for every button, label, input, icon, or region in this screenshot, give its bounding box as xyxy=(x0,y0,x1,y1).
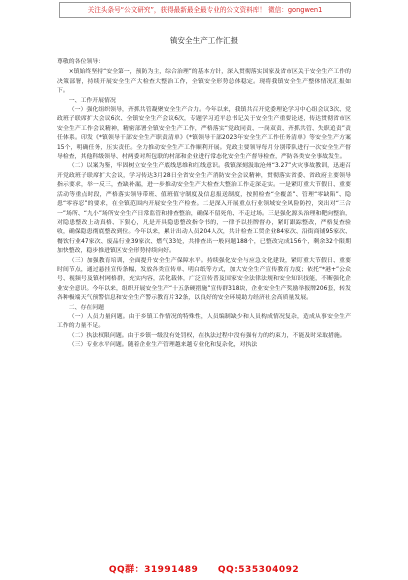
promo-banner: 关注头条号“公文研究”，获得最新最全最专业的公文资料库！ 微信：gongwen1 xyxy=(59,2,351,18)
qq-text: QQ:535304092 xyxy=(217,565,300,575)
paragraph-problem-authority: （二）执法权限问题。由于乡镇一级没有处罚权，在执法过程中没有强有力的约束力，不能及时采取措施。 xyxy=(68,332,346,339)
paragraph-problem-staff: （一）人员力量问题。由于乡镇工作情况的特殊性，人员编制缺少和人员构成情况复杂，造成从事安全生产工作的力量不足。 xyxy=(57,313,351,330)
salutation: 尊敬的各位领导： xyxy=(57,59,105,65)
paragraph-problem-expertise: （三）专业水平问题。随着企业生产管理越来越专业化和复杂化，对执法 xyxy=(68,342,258,349)
qq-group-text: QQ群：31991489 xyxy=(108,565,199,575)
section-heading-1: 一、工作开展情况 xyxy=(68,97,116,104)
footer-contact xyxy=(0,562,408,575)
document-body xyxy=(57,36,351,351)
paragraph-organization: （一）强化组织领导，齐抓共管凝聚安全生产合力。今年以来，我镇共召开党委理论学习中心组会议3次、党政班子联席扩大会议6次、全镇安全生产会议6次，专题学习近平总书记关于安全生产重要论述，传达贯彻省市区安全生产工作会议精神，精密部署全镇安全生产工作，严格落实“党政同责、一岗双责、齐抓共管、失职追责”责任体系。印发《*镇领导干部安全生产职责清单》《*镇领导干部2023年安全生产工作任务清单》等安全生产方案15个，明确任务，压实责任。全力推动安全生产工作顺利开展。党政主要领导每月分别带队进行一次安全生产督导检查，其他科级领导、村两委对所包联的村部和企业进行常态化安全生产督导检查，严防各类安全事故发生。 xyxy=(57,107,351,161)
paragraph-training: （三）加强教育培训，全面提升安全生产保障水平。持续强化安全与应急文化建设，紧盯重大节假日、重要时间节点，通过悬挂宣传条幅，发放各类宣传单、明白纸等方式，加大安全生产宣传教育力度；依托“*港+”公众号、视频号及镇村网格群，充实内容，活化载体，广泛宣传普及国家安全法律法规和安全知识技能，不断强化企业安全意识。今年以来，组织开展安全生产“十五条硬措施”宣传群318块，企业安全生产奖励举报牌206套，转发各种极端天气预警信息和安全生产警示教育片32条，以良好的安全环境助力经济社会高质量发展。 xyxy=(57,257,351,302)
paragraph-lessons: （二）以案为鉴，牢固树立安全生产底线思维和红线意识。我镇深刻汲取沧州“3.27”火灾事故教训，迅速召开党政班子联席扩大会议，学习传达3月28日全省安全生产消防安全会议精神，贯彻落实省委、省政府主要领导指示要求，举一反三，查缺补漏，进一步推动安全生产大检查大整治工作走深走实。一是紧盯重大节假日、重要活动等重点时段，严格落实领导带班、值班值守制度及信息报送制度，按照检查“全覆盖”、管理“零缺陷”、隐患“零容忍”的要求，在全镇范围内开展安全生产检查。二是深入开展重点行业领域安全风险防控，突出对“三合一”场所、“九小”场所安全生产日常监管和排查整治，确保不留死角、不走过场。三是强化源头治理和靶向整治，对隐患整改上动真格、下狠心，凡是开具隐患整改指令书的，一律予以挂牌督办，紧盯跟踪整改，严格复查验收，确保隐患彻底整改到位。今年以来，累计出动人员204人次，共计检查工贸企业84家次、沿街商铺95家次、餐饮行业47家次、废品行业39家次、燃气33处，共排查出一般问题188个，已整改完成156个，剩余32个限期加快整改，稳步推进镇区安全形势持续向好。 xyxy=(57,163,351,255)
document-title: 镇安全生产工作汇报 xyxy=(169,36,239,45)
paragraph-intro: ×镇始终坚持“安全第一，预防为主，综合治理”的基本方针，深入贯彻落实国家及省市区关于安全生产工作的决策部署，持续开展安全生产大检查大整治工作，全镇安全形势总体稳定。现将我镇安全生产整体情况汇报如下。 xyxy=(57,69,351,95)
section-heading-2: 二、存在问题 xyxy=(68,304,105,311)
